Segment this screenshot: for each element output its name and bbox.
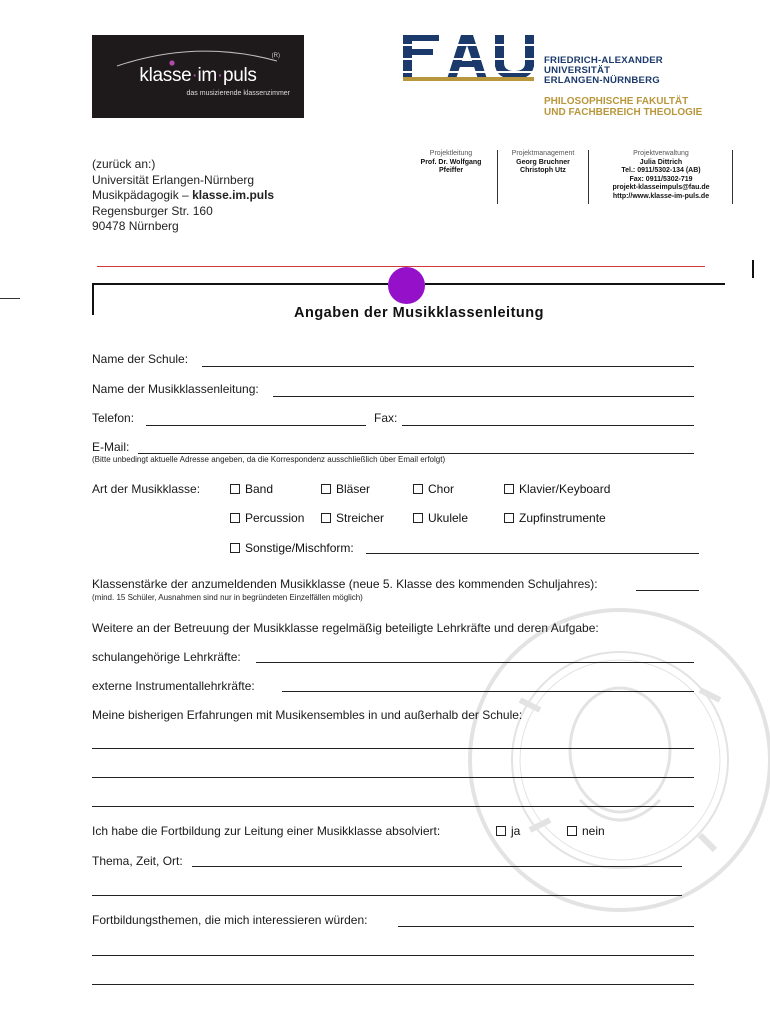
contact-line: Christoph Utz (520, 167, 566, 175)
fau-faculty (544, 96, 702, 118)
other-type-field[interactable] (366, 553, 699, 554)
logo-separator: · (191, 65, 198, 86)
class-leader-label: Name der Musikklassenleitung: (92, 382, 259, 396)
experience-line[interactable] (92, 777, 694, 778)
return-address-line (92, 188, 274, 204)
checkbox-icon[interactable] (504, 484, 514, 494)
fau-name-line: FRIEDRICH-ALEXANDER (544, 55, 663, 66)
side-marker (752, 260, 754, 278)
checkbox-icon[interactable] (567, 826, 577, 836)
divider (588, 150, 589, 204)
checkbox-icon[interactable] (230, 543, 240, 553)
phone-field[interactable] (146, 425, 366, 426)
interests-line[interactable] (92, 984, 694, 985)
school-name-field[interactable] (202, 366, 694, 367)
email-field[interactable] (138, 453, 694, 454)
checkbox-icon[interactable] (230, 484, 240, 494)
contact-project-lead (405, 150, 497, 176)
checkbox-label: Klavier/Keyboard (519, 482, 611, 496)
contact-project-administration (590, 150, 732, 202)
logo-word-im: im (197, 65, 217, 86)
school-teachers-label: schulangehörige Lehrkräfte: (92, 650, 241, 664)
contact-line: Pfeiffer (438, 167, 464, 175)
checkbox-blaeser[interactable] (321, 482, 370, 496)
contact-caption: Projektleitung (429, 150, 473, 157)
checkbox-label: Percussion (245, 511, 305, 525)
return-address (92, 157, 274, 235)
fax-label: Fax: (374, 411, 398, 425)
external-teachers-field[interactable] (282, 691, 694, 692)
checkbox-no[interactable] (567, 824, 605, 838)
checkbox-label: Chor (428, 482, 455, 496)
checkbox-label: Bläser (336, 482, 371, 496)
contact-line: Prof. Dr. Wolfgang (420, 158, 482, 166)
contact-line: Fax: 0911/5302-719 (629, 175, 693, 183)
fax-field[interactable] (402, 425, 694, 426)
contact-line: Georg Bruchner (516, 158, 570, 166)
return-address-line: Universität Erlangen-Nürnberg (92, 172, 255, 187)
checkbox-sonstige[interactable] (230, 541, 354, 555)
interests-line[interactable] (92, 955, 694, 956)
checkbox-label: Band (245, 482, 274, 496)
email-note: (Bitte unbedingt aktuelle Adresse angeben, da die Korrespondenz ausschließlich über Email erfolgt) (92, 455, 446, 464)
purple-circle-icon (388, 267, 425, 304)
checkbox-icon[interactable] (321, 513, 331, 523)
checkbox-klavier[interactable] (504, 482, 610, 496)
checkbox-icon[interactable] (321, 484, 331, 494)
school-name-label: Name der Schule: (92, 352, 189, 366)
checkbox-icon[interactable] (230, 513, 240, 523)
interests-label: Fortbildungsthemen, die mich interessieren würden: (92, 913, 368, 927)
checkbox-label: Ukulele (428, 511, 469, 525)
frame-rule (425, 283, 725, 285)
fau-faculty-line: UND FACHBEREICH THEOLOGIE (544, 107, 703, 118)
checkbox-streicher[interactable] (321, 511, 384, 525)
university-seal-watermark-icon (460, 600, 770, 920)
contact-caption: Projektverwaltung (633, 150, 689, 157)
checkbox-zupfinstrumente[interactable] (504, 511, 606, 525)
class-size-field[interactable] (636, 590, 699, 591)
checkbox-label: Streicher (336, 511, 385, 525)
checkbox-label: nein (582, 824, 605, 838)
training-label: Ich habe die Fortbildung zur Leitung einer Musikklasse absolviert: (92, 824, 441, 838)
logo-separator: · (216, 65, 223, 86)
external-teachers-label: externe Instrumentallehrkräfte: (92, 679, 255, 693)
contact-email[interactable]: projekt-klasseimpuls@fau.de (612, 184, 710, 192)
checkbox-icon[interactable] (504, 513, 514, 523)
logo-word-puls: puls (222, 65, 257, 86)
fold-mark (0, 298, 20, 299)
klasse-im-puls-logo (92, 35, 304, 118)
checkbox-band[interactable] (230, 482, 273, 496)
fau-faculty-line: PHILOSOPHISCHE FAKULTÄT (544, 96, 689, 107)
experience-label: Meine bisherigen Erfahrungen mit Musikensembles in und außerhalb der Schule: (92, 708, 523, 722)
return-address-prefix: Musikpädagogik – (92, 188, 193, 202)
return-address-line: Regensburger Str. 160 (92, 203, 213, 218)
fau-name-line: ERLANGEN-NÜRNBERG (544, 75, 660, 86)
checkbox-icon[interactable] (413, 513, 423, 523)
contact-caption: Projektmanagement (511, 150, 575, 157)
form-title: Angaben der Musikklassenleitung (294, 305, 544, 321)
checkbox-percussion[interactable] (230, 511, 304, 525)
email-label: E-Mail: (92, 440, 130, 454)
class-type-label: Art der Musikklasse: (92, 482, 201, 496)
logo-tagline: das musizierende klassenzimmer (186, 90, 290, 97)
contact-project-management (500, 150, 586, 176)
class-leader-field[interactable] (273, 396, 694, 397)
fau-logo-icon (403, 33, 534, 81)
phone-label: Telefon: (92, 411, 135, 425)
topic-field[interactable] (192, 866, 682, 867)
contact-line: Tel.: 0911/5302-134 (AB) (621, 167, 701, 175)
logo-registered-mark: (R) (271, 53, 280, 59)
checkbox-label: Zupfinstrumente (519, 511, 606, 525)
return-address-line: 90478 Nürnberg (92, 219, 179, 233)
fau-name (544, 56, 663, 86)
frame-rule (92, 283, 388, 285)
topic-field-continued[interactable] (92, 895, 682, 896)
experience-line[interactable] (92, 748, 694, 749)
return-address-project: klasse.im.puls (192, 188, 275, 202)
teachers-intro: Weitere an der Betreuung der Musikklasse regelmäßig beteiligte Lehrkräfte und deren Aufgabe: (92, 621, 599, 635)
school-teachers-field[interactable] (256, 662, 694, 663)
class-size-note: (mind. 15 Schüler, Ausnahmen sind nur in begründeten Einzelfällen möglich) (92, 593, 363, 602)
interests-field[interactable] (398, 926, 694, 927)
checkbox-yes[interactable] (496, 824, 520, 838)
class-size-label: Klassenstärke der anzumeldenden Musikklasse (neue 5. Klasse des kommenden Schuljahres): (92, 577, 598, 591)
logo-wordmark (92, 65, 304, 87)
checkbox-label: Sonstige/Mischform: (245, 541, 354, 555)
return-address-line: (zurück an:) (92, 157, 156, 171)
divider (497, 150, 498, 204)
checkbox-chor[interactable] (413, 482, 454, 496)
logo-word-klasse: klasse (139, 65, 192, 86)
topic-label: Thema, Zeit, Ort: (92, 854, 183, 868)
contact-website[interactable]: http://www.klasse-im-puls.de (612, 192, 710, 200)
experience-line[interactable] (92, 806, 694, 807)
divider (732, 150, 733, 204)
checkbox-icon[interactable] (413, 484, 423, 494)
checkbox-icon[interactable] (496, 826, 506, 836)
contact-line: Julia Dittrich (639, 158, 683, 166)
checkbox-ukulele[interactable] (413, 511, 468, 525)
fau-name-line: UNIVERSITÄT (544, 65, 611, 76)
checkbox-label: ja (511, 824, 521, 838)
